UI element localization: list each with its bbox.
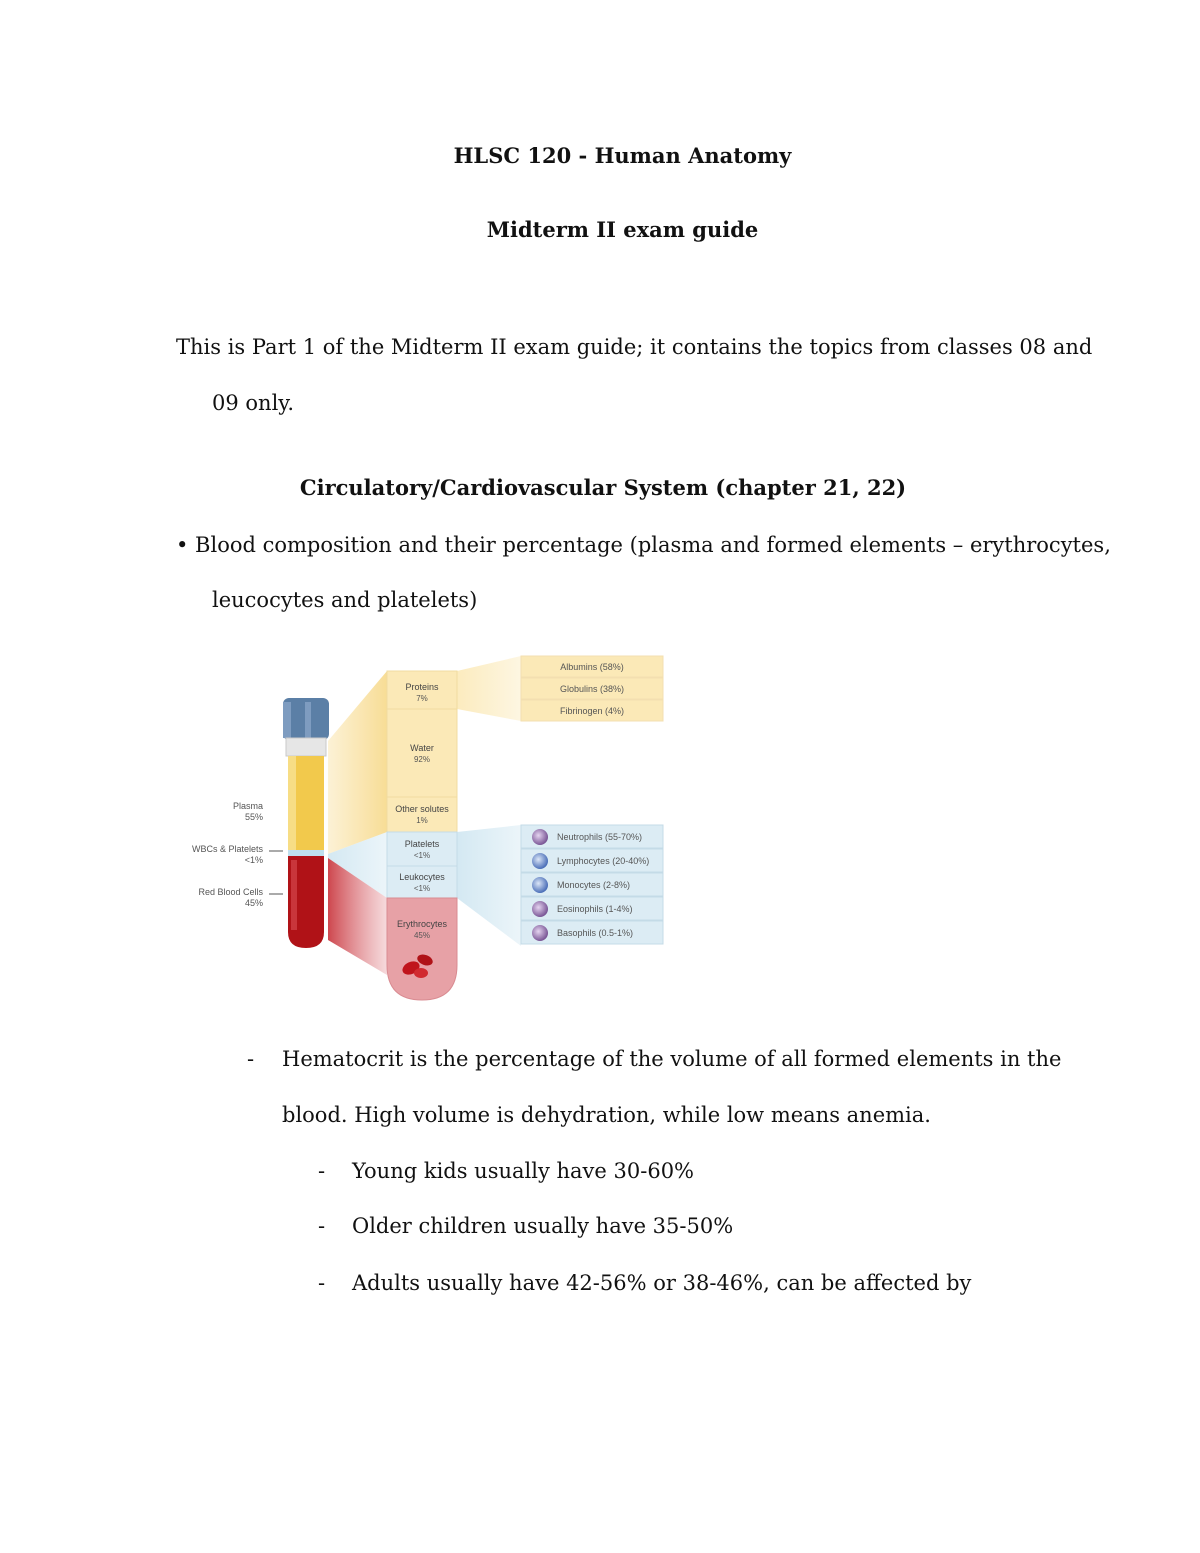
column-proteins-pct: 7% (416, 694, 428, 703)
document-subtitle: Midterm II exam guide (486, 217, 759, 242)
bullet-line-1: • Blood composition and their percentage (plasma and formed elements – erythrocytes, (176, 533, 1111, 557)
column-erythrocytes-pct: 45% (413, 931, 431, 940)
leukocyte-lymphocytes: Lymphocytes (20-40%) (557, 856, 650, 866)
label-rbc-pct: 45% (244, 898, 263, 908)
neutrophil-icon (532, 829, 548, 845)
column-proteins: Proteins (405, 682, 439, 692)
column-leukocytes: Leukocytes (399, 872, 445, 882)
label-plasma: Plasma (232, 801, 263, 811)
sub-item-older-children: Older children usually have 35-50% (352, 1214, 734, 1238)
dash-marker: - (247, 1047, 255, 1071)
intro-line-2: 09 only. (212, 391, 295, 415)
plasma-column (387, 671, 457, 832)
column-platelets: Platelets (404, 839, 440, 849)
column-other-solutes-pct: 1% (416, 816, 428, 825)
protein-albumins: Albumins (58%) (560, 662, 624, 672)
tube-buffy-layer (288, 850, 324, 856)
intro-line-1: This is Part 1 of the Midterm II exam guide; it contains the topics from classes 08 and (176, 335, 1093, 359)
sub-item-adults: Adults usually have 42-56% or 38-46%, can be affected by (352, 1271, 972, 1295)
column-other-solutes: Other solutes (395, 804, 449, 814)
dash-marker: - (318, 1159, 326, 1183)
leukocyte-basophils: Basophils (0.5-1%) (557, 928, 634, 938)
dash-marker: - (318, 1271, 326, 1295)
basophil-icon (532, 925, 548, 941)
hematocrit-line-2: blood. High volume is dehydration, while low means anemia. (282, 1103, 931, 1127)
sub-item-young-kids: Young kids usually have 30-60% (352, 1159, 695, 1183)
column-platelets-pct: <1% (413, 851, 431, 860)
leukocyte-neutrophils: Neutrophils (55-70%) (557, 832, 643, 842)
label-rbc: Red Blood Cells (198, 887, 263, 897)
tube-collar (286, 738, 326, 756)
protein-fan (457, 656, 521, 721)
plasma-fan (328, 671, 387, 854)
leukocyte-list (521, 825, 663, 944)
leukocyte-eosinophils: Eosinophils (1-4%) (557, 904, 633, 914)
monocyte-icon (532, 877, 548, 893)
label-wbc: WBCs & Platelets (191, 844, 263, 854)
dash-marker: - (318, 1214, 326, 1238)
hematocrit-line-1: Hematocrit is the percentage of the volume of all formed elements in the (282, 1047, 1062, 1071)
formed-column (387, 832, 457, 1000)
column-water-pct: 92% (413, 755, 431, 764)
blood-composition-figure (185, 650, 675, 1005)
label-wbc-pct: <1% (244, 855, 263, 865)
test-tube (283, 698, 329, 948)
protein-fibrinogen: Fibrinogen (4%) (559, 706, 625, 716)
column-erythrocytes: Erythrocytes (396, 919, 448, 929)
column-water: Water (410, 743, 434, 753)
protein-globulins: Globulins (38%) (559, 684, 625, 694)
leukocyte-monocytes: Monocytes (2-8%) (557, 880, 631, 890)
leukocyte-fan (457, 825, 521, 946)
bullet-line-2: leucocytes and platelets) (212, 588, 478, 612)
document-title: HLSC 120 - Human Anatomy (453, 143, 792, 168)
lymphocyte-icon (532, 853, 548, 869)
column-leukocytes-pct: <1% (413, 884, 431, 893)
section-heading: Circulatory/Cardiovascular System (chapter 21, 22) (299, 475, 907, 500)
label-plasma-pct: 55% (244, 812, 263, 822)
protein-list (521, 656, 663, 721)
eosinophil-icon (532, 901, 548, 917)
